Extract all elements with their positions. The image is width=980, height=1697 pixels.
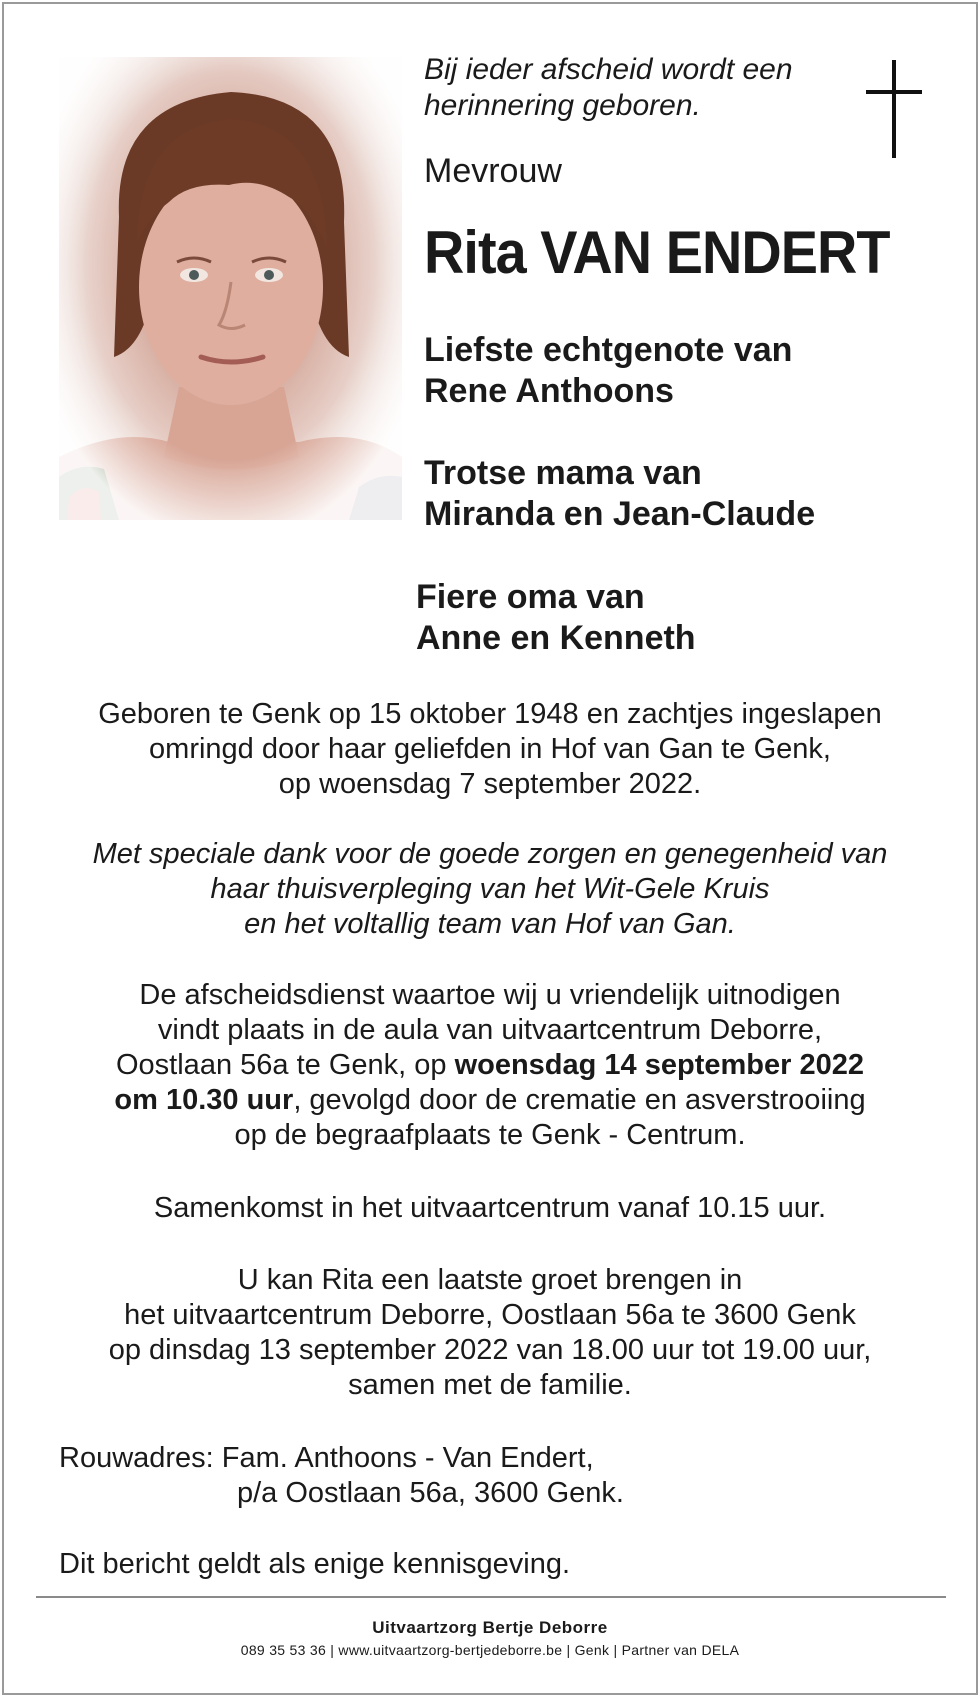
cross-icon [866, 60, 922, 158]
notice-text: Dit bericht geldt als enige kennisgeving. [59, 1548, 571, 1580]
deceased-name: Rita VAN ENDERT [424, 219, 890, 286]
memorial-quote [424, 52, 844, 124]
service-line-1: De afscheidsdienst waartoe wij u vriendelijk uitnodigen [139, 979, 841, 1011]
spouse-line-1: Liefste echtgenote van [424, 331, 793, 369]
service-line-4 [40, 1083, 940, 1118]
gathering-paragraph [40, 1191, 940, 1226]
mourning-address-line-1: Rouwadres: Fam. Anthoons - Van Endert, [59, 1442, 594, 1474]
service-line-5: op de begraafplaats te Genk - Centrum. [234, 1119, 746, 1151]
thanks-line-3: en het voltallig team van Hof van Gan. [244, 908, 736, 940]
footer-divider [36, 1596, 946, 1598]
children-line-2: Miranda en Jean-Claude [424, 495, 816, 533]
grandchildren-line-2: Anne en Kenneth [416, 619, 696, 657]
visitation-line-3: op dinsdag 13 september 2022 van 18.00 uur tot 19.00 uur, [108, 1334, 872, 1366]
spouse-relation [424, 330, 792, 412]
quote-line-2: herinnering geboren. [424, 89, 701, 122]
gathering-line-1: Samenkomst in het uitvaartcentrum vanaf 10.15 uur. [153, 1192, 827, 1224]
visitation-line-2: het uitvaartcentrum Deborre, Oostlaan 56a te 3600 Genk [124, 1299, 856, 1331]
children-line-1: Trotse mama van [424, 454, 702, 492]
thanks-line-2: haar thuisverpleging van het Wit-Gele Kruis [210, 873, 770, 905]
quote-line-1: Bij ieder afscheid wordt een [424, 53, 793, 86]
children-relation [424, 453, 815, 535]
visitation-line-4: samen met de familie. [348, 1369, 632, 1401]
birth-line-2: omringd door haar geliefden in Hof van Gan te Genk, [149, 733, 831, 765]
service-paragraph [40, 978, 940, 1153]
birth-line-1: Geboren te Genk op 15 oktober 1948 en zachtjes ingeslapen [98, 698, 882, 730]
mourning-address-line-2: p/a Oostlaan 56a, 3600 Genk. [237, 1477, 624, 1509]
thanks-paragraph [40, 837, 940, 942]
portrait-illustration [59, 57, 402, 520]
funeral-company-name: Uitvaartzorg Bertje Deborre [372, 1618, 608, 1637]
visitation-line-1: U kan Rita een laatste groet brengen in [237, 1264, 743, 1296]
birth-death-paragraph [40, 697, 940, 802]
service-date: woensdag 14 september 2022 [454, 1049, 864, 1081]
honorific: Mevrouw [424, 152, 562, 190]
service-location: Oostlaan 56a te Genk, op [116, 1049, 455, 1081]
birth-line-3: op woensdag 7 september 2022. [278, 768, 702, 800]
visitation-paragraph [40, 1263, 940, 1403]
thanks-line-1: Met speciale dank voor de goede zorgen en genegenheid van [92, 838, 888, 870]
service-followup: , gevolgd door de crematie en asverstrooiing [293, 1084, 866, 1116]
portrait-photo [59, 57, 402, 520]
service-line-3 [40, 1048, 940, 1083]
grandchildren-line-1: Fiere oma van [416, 578, 645, 616]
service-line-2: vindt plaats in de aula van uitvaartcentrum Deborre, [157, 1014, 823, 1046]
service-time: om 10.30 uur [114, 1084, 294, 1116]
spouse-line-2: Rene Anthoons [424, 372, 674, 410]
funeral-company-info: 089 35 53 36 | www.uitvaartzorg-bertjedeborre.be | Genk | Partner van DELA [240, 1642, 740, 1658]
grandchildren-relation [416, 577, 696, 659]
